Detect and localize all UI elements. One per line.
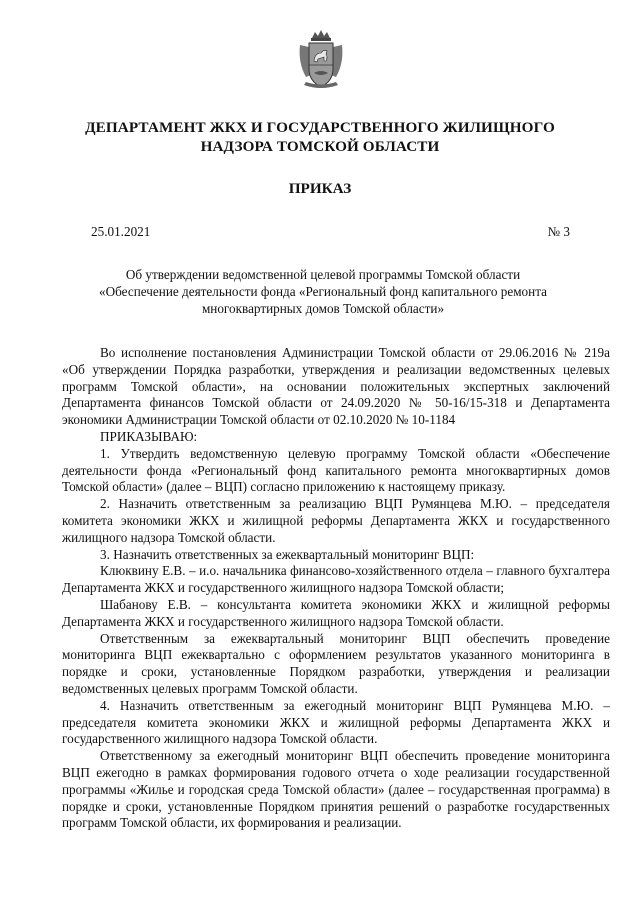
- item-3-duty-paragraph: Ответственным за ежеквартальный мониторинг ВЦП обеспечить проведение мониторинга ВЦП ежеквартально с оформлением результатов указанного мониторинга в порядке и сроки, установленные Порядком разработки, утверждения и реализации ведомственных целевых программ Томской области.: [62, 630, 610, 696]
- document-number: № 3: [547, 224, 570, 239]
- subject-line1: Об утверждении ведомственной целевой программы Томской области: [125, 267, 521, 282]
- department-title: [40, 118, 600, 156]
- item-3-person-2: Шабанову Е.В. – консультанта комитета экономики ЖКХ и жилищной реформы Департамента ЖКХ и государственного жилищного надзора Томской области.: [62, 596, 610, 629]
- order-word: ПРИКАЗЫВАЮ:: [100, 428, 198, 444]
- coat-of-arms-icon: [298, 29, 344, 91]
- item-1-paragraph: 1. Утвердить ведомственную целевую программу Томской области «Обеспечение деятельности фонда «Региональный фонд капитального ремонта многоквартирных домов Томской области» (далее – ВЦП) согласно приложению к настоящему приказу.: [62, 445, 610, 495]
- document-type-heading: ПРИКАЗ: [288, 180, 352, 197]
- item-4-paragraph: 4. Назначить ответственным за ежегодный мониторинг ВЦП Румянцева М.Ю. – председателя комитета экономики ЖКХ и жилищной реформы Департамента ЖКХ и государственного жилищного надзора Томской области.: [62, 697, 610, 747]
- subject-line3: многоквартирных домов Томской области»: [201, 300, 445, 316]
- item-2-paragraph: 2. Назначить ответственным за реализацию ВЦП Румянцева М.Ю. – председателя комитета экономики ЖКХ и жилищной реформы Департамента ЖКХ и государственного жилищного надзора Томской области.: [62, 496, 610, 545]
- department-title-line2: НАДЗОРА ТОМСКОЙ ОБЛАСТИ: [200, 138, 440, 155]
- document-date: 25.01.2021: [91, 224, 151, 239]
- item-4-duty-paragraph: Ответственному за ежегодный мониторинг ВЦП обеспечить проведение мониторинга ВЦП ежегодно в рамках формирования годового отчета о ходе реализации государственной программы «Жилье и городская среда Томской области» (далее – государственная программа) в порядке и сроки, установленные Порядком принятия решений о разработке государственных программ Томской области, их формирования и реализации.: [62, 748, 610, 831]
- document-body: [62, 345, 610, 832]
- department-title-line1: ДЕПАРТАМЕНТ ЖКХ И ГОСУДАРСТВЕННОГО ЖИЛИЩНОГО: [85, 119, 555, 136]
- subject-line2: «Обеспечение деятельности фонда «Региональный фонд капитального ремонта: [99, 283, 547, 299]
- item-3-paragraph: 3. Назначить ответственных за ежеквартальный мониторинг ВЦП:: [100, 546, 475, 562]
- item-3-person-1: Клюквину Е.В. – и.о. начальника финансово-хозяйственного отдела – главного бухгалтера Департамента ЖКХ и государственного жилищного надзора Томской области;: [62, 563, 610, 596]
- preamble-paragraph: Во исполнение постановления Администрации Томской области от 29.06.2016 № 219а «Об утверждении Порядка разработки, утверждения и реализации ведомственных целевых программ Томской области», на основании положительных экспертных заключений Департамента финансов Томской области от 24.09.2020 № 50-16/15-318 и Департамента экономики Администрации Томской области от 02.10.2020 № 10-1184: [62, 345, 610, 428]
- document-subject: [85, 267, 561, 317]
